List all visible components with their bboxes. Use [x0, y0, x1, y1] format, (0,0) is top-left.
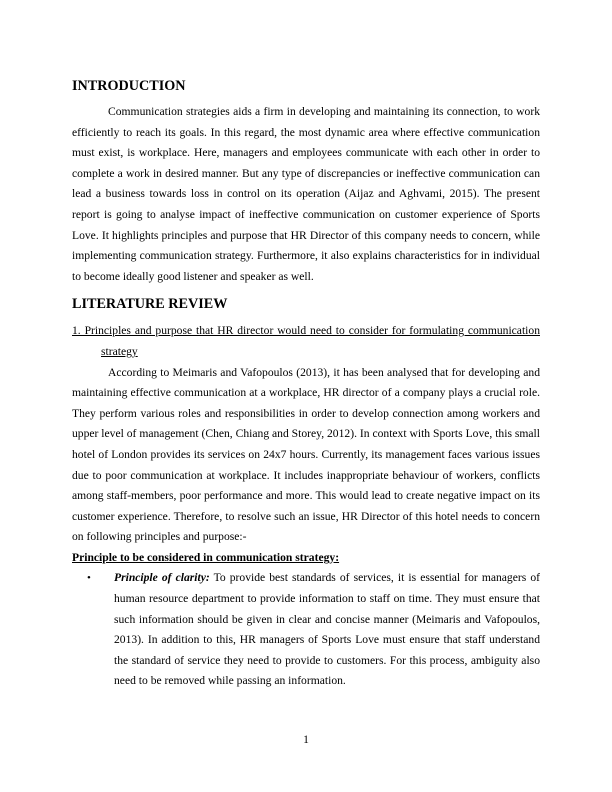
- list-item: [87, 568, 540, 692]
- principle-text: To provide best standards of services, it is essential for managers of human resource department to provide information to staff on time. They must ensure that such information should be given in clear and concise manner (Meimaris and Vafopoulos, 2013). In addition to this, HR managers of Sports Love must ensure that staff understand the standard of service they need to provide to customers. For this process, ambiguity also need to be removed while passing an information.: [114, 571, 540, 688]
- principles-heading: Principle to be considered in communication strategy:: [72, 550, 340, 564]
- introduction-paragraph: Communication strategies aids a firm in developing and maintaining its connection, to work efficiently to reach its goals. In this regard, the most dynamic area where effective communication must exist, is workplace. Here, managers and employees communicate with each other in order to complete a work in desired manner. But any type of discrepancies or ineffective communication can lead a business towards loss in control on its operation (Aijaz and Aghvami, 2015). The present report is going to analyse impact of ineffective communication on customer experience of Sports Love. It highlights principles and purpose that HR Director of this company needs to concern, while implementing communication strategy. Furthermore, it also explains characteristics for in individual to become ideally good listener and speaker as well.: [72, 105, 540, 283]
- principle-term: Principle of clarity:: [114, 571, 210, 585]
- bullet-icon: •: [87, 572, 91, 585]
- introduction-heading: INTRODUCTION: [72, 78, 186, 94]
- section-subheading: 1. Principles and purpose that HR director would need to consider for formulating communication strategy: [72, 324, 540, 358]
- principles-list: [72, 568, 540, 692]
- literature-review-paragraph: According to Meimaris and Vafopoulos (2013), it has been analysed that for developing and maintaining effective communication at a workplace, HR director of a company plays a crucial role. They perform various roles and responsibilities in order to develop connection among workers and upper level of management (Chen, Chiang and Storey, 2012). In context with Sports Love, this small hotel of London provides its services on 24x7 hours. Currently, its management faces various issues due to poor communication at workplace. It includes inappropriate behaviour of workers, conflicts among staff-members, poor performance and more. This would lead to create negative impact on its customer experience. Therefore, to resolve such an issue, HR Director of this hotel needs to concern on following principles and purpose:-: [72, 365, 540, 544]
- page-number: 1: [303, 733, 309, 746]
- literature-review-heading: LITERATURE REVIEW: [72, 296, 228, 313]
